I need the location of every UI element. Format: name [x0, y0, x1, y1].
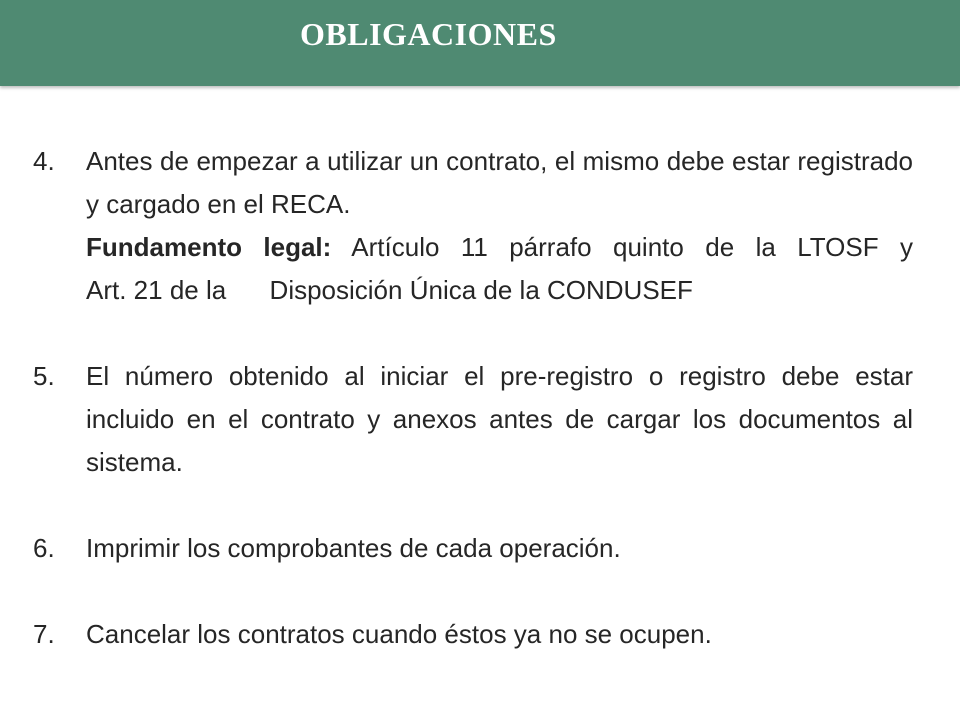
- item-text: El número obtenido al iniciar el pre-registro o registro debe estar incluido en el contrato y anexos antes de cargar los documentos al sistema.: [86, 361, 913, 477]
- item-text: Imprimir los comprobantes de cada operación.: [86, 533, 621, 563]
- legal-basis-line: [86, 226, 913, 269]
- item-text: Antes de empezar a utilizar un contrato, el mismo debe estar registrado y cargado en el RECA.: [86, 146, 913, 219]
- legal-basis: [33, 226, 913, 312]
- item-text: Cancelar los contratos cuando éstos ya no se ocupen.: [86, 619, 712, 649]
- item-number: 5.: [33, 361, 55, 391]
- item-number: 6.: [33, 533, 55, 563]
- list-item: [33, 613, 913, 656]
- legal-basis-text-2: Art. 21 de la Disposición Única de la CONDUSEF: [86, 275, 693, 305]
- obligations-list: [33, 140, 913, 656]
- legal-basis-text: Artículo 11 párrafo quinto de la LTOSF y: [331, 232, 913, 262]
- list-item: [33, 355, 913, 484]
- list-item: [33, 527, 913, 570]
- item-number: 4.: [33, 146, 55, 176]
- legal-basis-label: Fundamento legal:: [86, 232, 332, 262]
- slide-title: OBLIGACIONES: [300, 16, 557, 52]
- header-bar: [0, 0, 960, 86]
- item-number: 7.: [33, 619, 55, 649]
- list-item: [33, 140, 913, 226]
